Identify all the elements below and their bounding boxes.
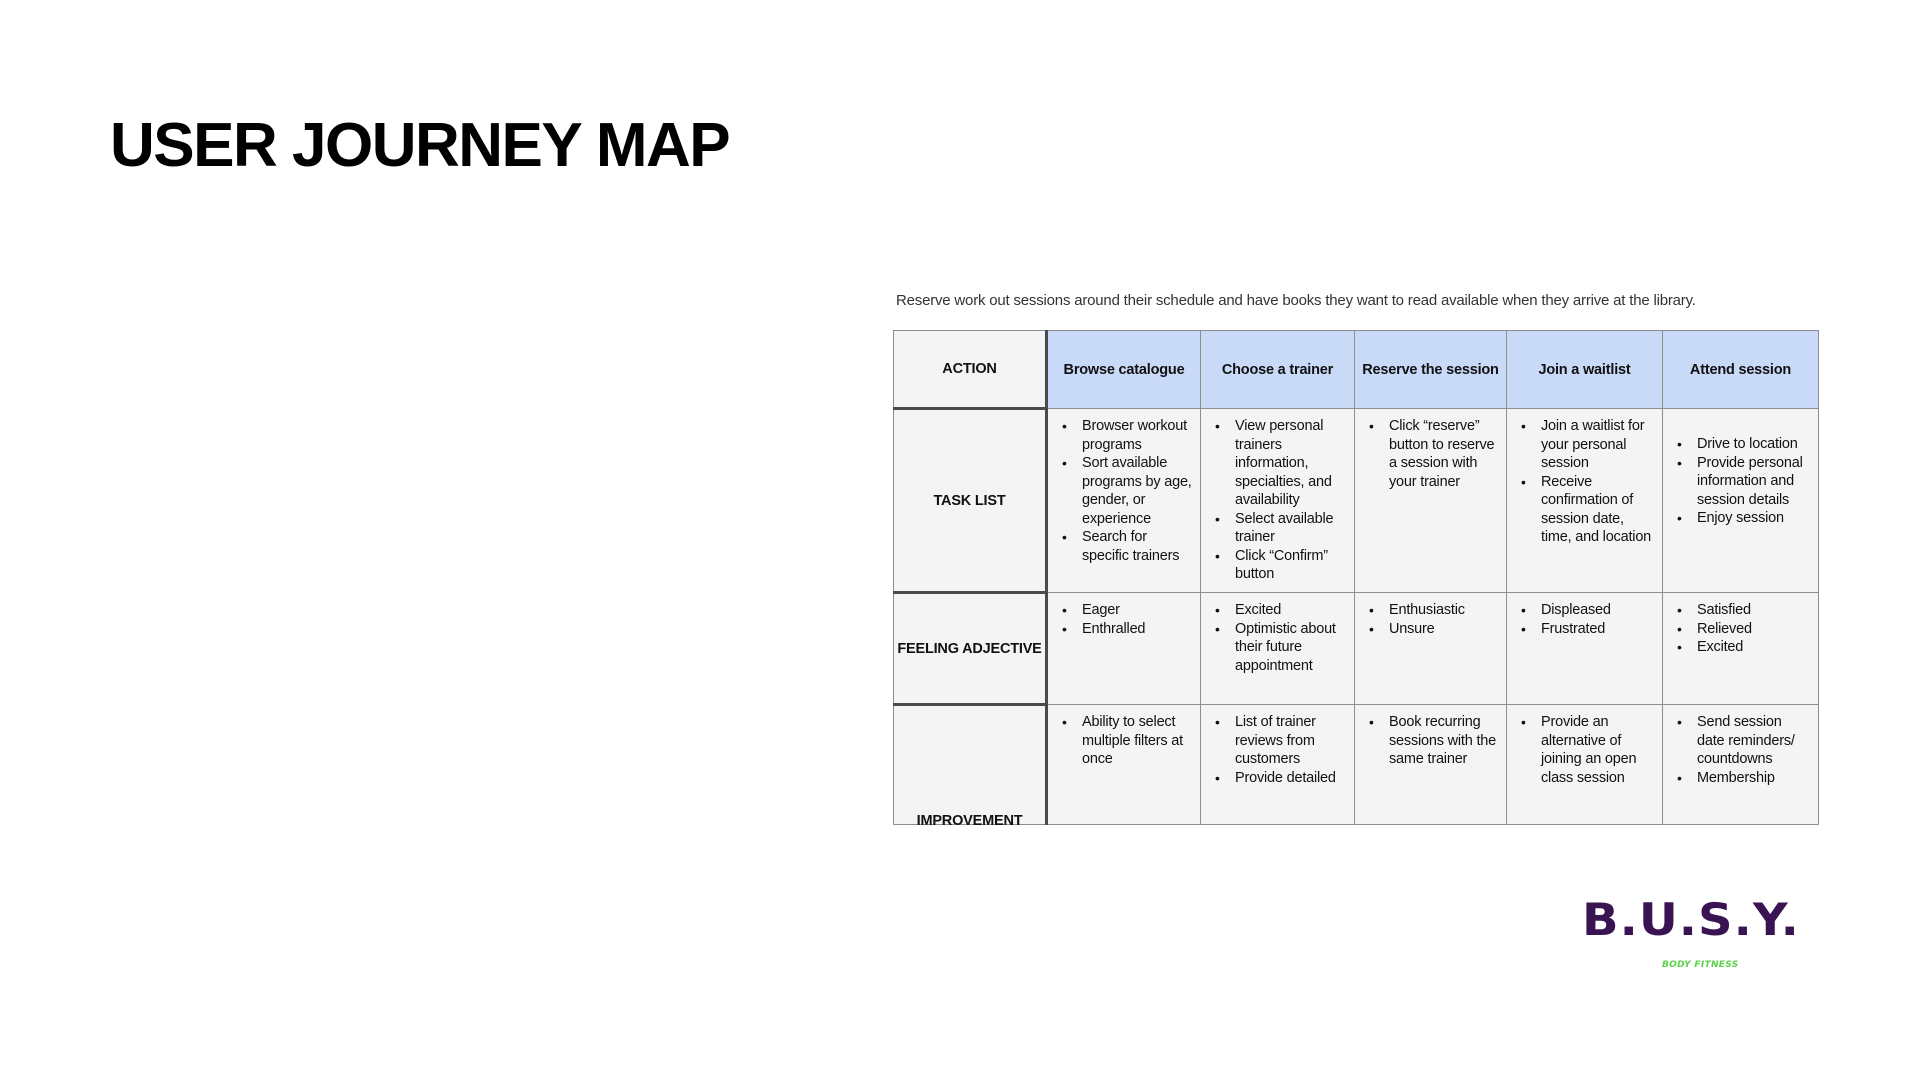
list-item: • Ability to select multiple filters at once: [1062, 713, 1194, 769]
busy-logo: [1582, 894, 1828, 978]
list-item: • Join a waitlist for your personal session: [1521, 417, 1656, 473]
stage-header-attend: Attend session: [1663, 331, 1819, 409]
feeling-list-waitlist: [1507, 593, 1662, 642]
list-item: • Excited: [1677, 638, 1812, 657]
improvement-list-reserve: [1355, 705, 1506, 773]
task-list-trainer: [1201, 409, 1354, 588]
row-label-feeling: FEELING ADJECTIVE: [894, 593, 1047, 705]
list-item: • Drive to location: [1677, 435, 1812, 454]
list-item: • Provide personal information and session details: [1677, 454, 1812, 510]
improvement-list-trainer: [1201, 705, 1354, 791]
feeling-cell-waitlist: [1507, 593, 1663, 705]
list-item: • Displeased: [1521, 601, 1656, 620]
list-item: • Sort available programs by age, gender, or experience: [1062, 454, 1194, 528]
list-item: • Click “Confirm” button: [1215, 547, 1348, 584]
feeling-cell-attend: [1663, 593, 1819, 705]
table-row-task-list: [894, 409, 1819, 593]
table-header-row: [894, 331, 1819, 409]
list-item: • Provide detailed: [1215, 769, 1348, 788]
list-item: • Frustrated: [1521, 620, 1656, 639]
action-header-cell: ACTION: [894, 331, 1047, 409]
feeling-list-trainer: [1201, 593, 1354, 679]
improvement-cell-reserve: [1355, 705, 1507, 825]
stage-header-trainer: Choose a trainer: [1201, 331, 1355, 409]
list-item: • Enthusiastic: [1369, 601, 1500, 620]
task-cell-trainer: [1201, 409, 1355, 593]
list-item: • View personal trainers information, specialties, and availability: [1215, 417, 1348, 510]
feeling-list-browse: [1048, 593, 1200, 642]
task-list-waitlist: [1507, 409, 1662, 551]
stage-header-waitlist: Join a waitlist: [1507, 331, 1663, 409]
list-item: • Eager: [1062, 601, 1194, 620]
logo-wordmark: B.U.S.Y.: [1582, 894, 1800, 946]
list-item: • Relieved: [1677, 620, 1812, 639]
journey-intro: Reserve work out sessions around their schedule and have books they want to read available when they arrive at the library.: [896, 292, 1696, 309]
list-item: • Book recurring sessions with the same trainer: [1369, 713, 1500, 769]
list-item: • Satisfied: [1677, 601, 1812, 620]
list-item: • Enthralled: [1062, 620, 1194, 639]
journey-table: [893, 330, 1819, 829]
list-item: • Browser workout programs: [1062, 417, 1194, 454]
feeling-cell-reserve: [1355, 593, 1507, 705]
improvement-list-browse: [1048, 705, 1200, 773]
list-item: • Unsure: [1369, 620, 1500, 639]
logo-tagline: BODY FITNESS: [1662, 960, 1739, 970]
feeling-cell-trainer: [1201, 593, 1355, 705]
list-item: • Send session date reminders/ countdowns: [1677, 713, 1812, 769]
task-list-attend: [1663, 409, 1818, 532]
feeling-cell-browse: [1047, 593, 1201, 705]
row-label-task-list: TASK LIST: [894, 409, 1047, 593]
row-label-improvement-text: IMPROVEMENT: [916, 813, 1023, 829]
task-list-reserve: [1355, 409, 1506, 495]
task-cell-attend: [1663, 409, 1819, 593]
table-row-feeling: [894, 593, 1819, 705]
improvement-list-waitlist: [1507, 705, 1662, 791]
improvement-cell-browse: [1047, 705, 1201, 825]
table-row-improvement: [894, 705, 1819, 825]
stage-header-reserve: Reserve the session: [1355, 331, 1507, 409]
list-item: • Click “reserve” button to reserve a session with your trainer: [1369, 417, 1500, 491]
list-item: • Excited: [1215, 601, 1348, 620]
improvement-list-attend: [1663, 705, 1818, 791]
journey-map-image: [888, 292, 1824, 829]
task-list-browse: [1048, 409, 1200, 569]
task-cell-browse: [1047, 409, 1201, 593]
task-cell-waitlist: [1507, 409, 1663, 593]
improvement-cell-trainer: [1201, 705, 1355, 825]
improvement-cell-attend: [1663, 705, 1819, 825]
task-cell-reserve: [1355, 409, 1507, 593]
list-item: • Search for specific trainers: [1062, 528, 1194, 565]
list-item: • Provide an alternative of joining an open class session: [1521, 713, 1656, 787]
improvement-cell-waitlist: [1507, 705, 1663, 825]
list-item: • Membership: [1677, 769, 1812, 788]
row-label-improvement: [894, 705, 1047, 829]
list-item: • Optimistic about their future appointment: [1215, 620, 1348, 676]
feeling-list-attend: [1663, 593, 1818, 661]
stage-header-browse: Browse catalogue: [1047, 331, 1201, 409]
slide-title: USER JOURNEY MAP: [110, 111, 730, 180]
list-item: • Enjoy session: [1677, 509, 1812, 528]
list-item: • Receive confirmation of session date, time, and location: [1521, 473, 1656, 547]
list-item: • List of trainer reviews from customers: [1215, 713, 1348, 769]
feeling-list-reserve: [1355, 593, 1506, 642]
list-item: • Select available trainer: [1215, 510, 1348, 547]
